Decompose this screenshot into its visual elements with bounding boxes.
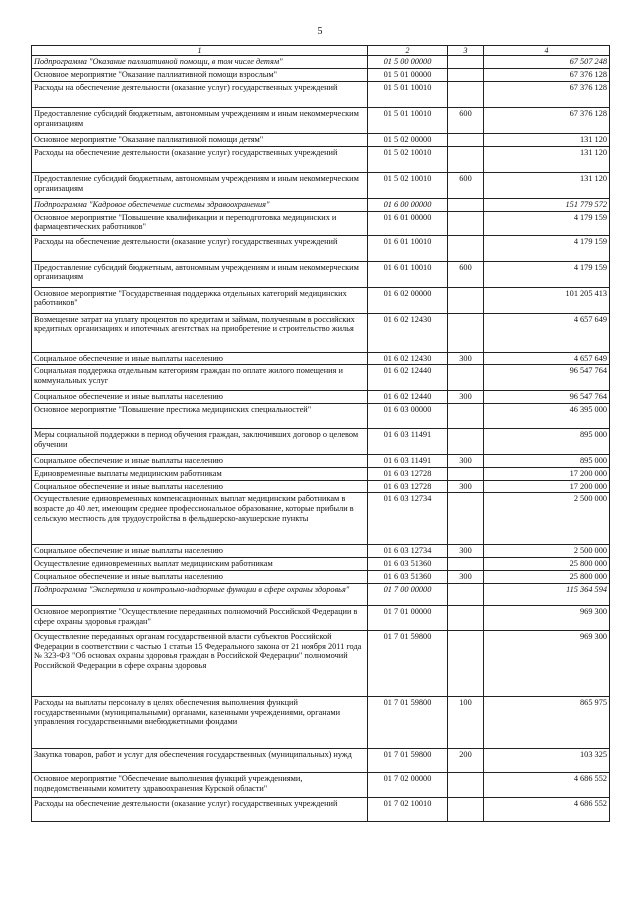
row-name-cell: Предоставление субсидий бюджетным, автономным учреждениям и иным некоммерческим организациям	[32, 172, 368, 198]
row-amount-cell: 865 975	[484, 696, 610, 748]
row-amount-cell: 17 200 000	[484, 467, 610, 480]
table-row	[32, 172, 610, 198]
row-code-cell: 01 5 02 10010	[368, 172, 448, 198]
row-name-cell: Социальное обеспечение и иные выплаты населению	[32, 545, 368, 558]
row-name-cell: Социальное обеспечение и иные выплаты населению	[32, 352, 368, 365]
row-amount-cell: 131 120	[484, 172, 610, 198]
table-row	[32, 630, 610, 696]
row-name-cell: Основное мероприятие "Оказание паллиативной помощи детям"	[32, 134, 368, 147]
row-code-cell: 01 6 03 12728	[368, 467, 448, 480]
row-expense-type-cell: 300	[448, 480, 484, 493]
row-expense-type-cell: 300	[448, 352, 484, 365]
row-name-cell: Социальная поддержка отдельным категориям граждан по оплате жилого помещения и коммунальных услуг	[32, 365, 368, 391]
table-row	[32, 748, 610, 772]
row-expense-type-cell	[448, 134, 484, 147]
row-expense-type-cell: 300	[448, 545, 484, 558]
table-body	[32, 56, 610, 821]
row-code-cell: 01 6 03 12734	[368, 545, 448, 558]
row-code-cell: 01 6 01 10010	[368, 261, 448, 287]
row-expense-type-cell	[448, 605, 484, 630]
row-name-cell: Подпрограмма "Оказание паллиативной помощи, в том числе детям"	[32, 56, 368, 69]
table-row	[32, 134, 610, 147]
row-code-cell: 01 7 01 59800	[368, 696, 448, 748]
row-amount-cell: 67 507 248	[484, 56, 610, 69]
row-amount-cell: 4 686 552	[484, 772, 610, 797]
row-amount-cell: 131 120	[484, 146, 610, 172]
row-name-cell: Расходы на обеспечение деятельности (оказание услуг) государственных учреждений	[32, 146, 368, 172]
row-expense-type-cell: 600	[448, 172, 484, 198]
row-expense-type-cell	[448, 365, 484, 391]
row-name-cell: Осуществление единовременных компенсационных выплат медицинским работникам в возрасте до 40 лет, имеющим среднее профессиональное образование, которые прибыли в сельскую местность для трудоустройства в фельдшерско-акушерские пункты	[32, 493, 368, 545]
table-row	[32, 583, 610, 605]
table-row	[32, 391, 610, 404]
row-code-cell: 01 7 01 00000	[368, 605, 448, 630]
table-row	[32, 146, 610, 172]
row-expense-type-cell	[448, 467, 484, 480]
row-name-cell: Расходы на обеспечение деятельности (оказание услуг) государственных учреждений	[32, 82, 368, 108]
row-amount-cell: 103 325	[484, 748, 610, 772]
row-code-cell: 01 6 02 12440	[368, 365, 448, 391]
row-amount-cell: 4 179 159	[484, 211, 610, 235]
row-code-cell: 01 6 03 51360	[368, 571, 448, 584]
row-code-cell: 01 5 02 00000	[368, 134, 448, 147]
row-code-cell: 01 6 02 12440	[368, 391, 448, 404]
table-row	[32, 261, 610, 287]
row-amount-cell: 895 000	[484, 455, 610, 468]
row-amount-cell: 67 376 128	[484, 82, 610, 108]
table-row	[32, 82, 610, 108]
column-header-1: 1	[32, 46, 368, 56]
row-amount-cell: 67 376 128	[484, 108, 610, 134]
row-expense-type-cell: 600	[448, 261, 484, 287]
row-name-cell: Расходы на выплаты персоналу в целях обеспечения выполнения функций государственными (муниципальными) органами, казенными учреждениями, органами управления государственными внебюджетными фондами	[32, 696, 368, 748]
row-amount-cell: 969 300	[484, 605, 610, 630]
row-name-cell: Осуществление единовременных выплат медицинским работникам	[32, 558, 368, 571]
row-amount-cell: 25 800 000	[484, 571, 610, 584]
row-amount-cell: 4 179 159	[484, 235, 610, 261]
row-code-cell: 01 6 02 12430	[368, 313, 448, 352]
row-expense-type-cell: 300	[448, 455, 484, 468]
row-expense-type-cell	[448, 146, 484, 172]
table-row	[32, 467, 610, 480]
row-name-cell: Основное мероприятие "Повышение престижа медицинских специальностей"	[32, 404, 368, 429]
row-expense-type-cell	[448, 198, 484, 211]
row-code-cell: 01 6 03 12734	[368, 493, 448, 545]
row-amount-cell: 969 300	[484, 630, 610, 696]
row-code-cell: 01 6 03 51360	[368, 558, 448, 571]
table-row	[32, 211, 610, 235]
row-expense-type-cell	[448, 56, 484, 69]
row-code-cell: 01 7 02 10010	[368, 797, 448, 821]
row-amount-cell: 101 205 413	[484, 287, 610, 313]
table-row	[32, 313, 610, 352]
table-row	[32, 480, 610, 493]
row-expense-type-cell: 300	[448, 571, 484, 584]
row-expense-type-cell: 100	[448, 696, 484, 748]
row-code-cell: 01 5 01 10010	[368, 108, 448, 134]
row-code-cell: 01 6 00 00000	[368, 198, 448, 211]
table-row	[32, 287, 610, 313]
table-row	[32, 696, 610, 748]
row-code-cell: 01 7 02 00000	[368, 772, 448, 797]
table-row	[32, 571, 610, 584]
row-name-cell: Основное мероприятие "Обеспечение выполнения функций учреждениями, подведомственными комитету здравоохранения Курской области"	[32, 772, 368, 797]
row-name-cell: Единовременные выплаты медицинским работникам	[32, 467, 368, 480]
table-row	[32, 429, 610, 455]
row-amount-cell: 96 547 764	[484, 391, 610, 404]
row-expense-type-cell	[448, 493, 484, 545]
row-name-cell: Закупка товаров, работ и услуг для обеспечения государственных (муниципальных) нужд	[32, 748, 368, 772]
row-expense-type-cell: 200	[448, 748, 484, 772]
row-amount-cell: 46 395 000	[484, 404, 610, 429]
row-name-cell: Социальное обеспечение и иные выплаты населению	[32, 480, 368, 493]
row-expense-type-cell	[448, 797, 484, 821]
row-code-cell: 01 5 01 00000	[368, 69, 448, 82]
page-number: 5	[317, 26, 323, 37]
table-row	[32, 108, 610, 134]
row-amount-cell: 115 364 594	[484, 583, 610, 605]
table-row	[32, 365, 610, 391]
row-expense-type-cell: 600	[448, 108, 484, 134]
column-header-4: 4	[484, 46, 610, 56]
column-header-3: 3	[448, 46, 484, 56]
row-code-cell: 01 6 03 00000	[368, 404, 448, 429]
row-amount-cell: 131 120	[484, 134, 610, 147]
row-name-cell: Подпрограмма "Кадровое обеспечение системы здравоохранения"	[32, 198, 368, 211]
table-row	[32, 455, 610, 468]
row-code-cell: 01 7 00 00000	[368, 583, 448, 605]
row-name-cell: Предоставление субсидий бюджетным, автономным учреждениям и иным некоммерческим организациям	[32, 261, 368, 287]
row-expense-type-cell	[448, 558, 484, 571]
row-code-cell: 01 5 00 00000	[368, 56, 448, 69]
row-name-cell: Предоставление субсидий бюджетным, автономным учреждениям и иным некоммерческим организациям	[32, 108, 368, 134]
row-expense-type-cell	[448, 82, 484, 108]
row-code-cell: 01 6 02 12430	[368, 352, 448, 365]
row-expense-type-cell	[448, 429, 484, 455]
row-code-cell: 01 6 02 00000	[368, 287, 448, 313]
row-amount-cell: 4 686 552	[484, 797, 610, 821]
row-code-cell: 01 7 01 59800	[368, 748, 448, 772]
row-expense-type-cell: 300	[448, 391, 484, 404]
row-name-cell: Осуществление переданных органам государственной власти субъектов Российской Федерации в соответствии с частью 1 статьи 15 Федерального закона от 21 ноября 2011 года № 323-ФЗ "Об основах охраны здоровья граждан в Российской Федерации" полномочий Российской Федерации в сфере охраны здоровья	[32, 630, 368, 696]
row-name-cell: Расходы на обеспечение деятельности (оказание услуг) государственных учреждений	[32, 235, 368, 261]
table-row	[32, 605, 610, 630]
table-row	[32, 198, 610, 211]
row-expense-type-cell	[448, 313, 484, 352]
row-amount-cell: 96 547 764	[484, 365, 610, 391]
table-row	[32, 797, 610, 821]
row-code-cell: 01 6 03 11491	[368, 455, 448, 468]
row-code-cell: 01 5 02 10010	[368, 146, 448, 172]
row-code-cell: 01 6 03 11491	[368, 429, 448, 455]
row-amount-cell: 4 657 649	[484, 313, 610, 352]
table-row	[32, 56, 610, 69]
row-name-cell: Основное мероприятие "Оказание паллиативной помощи взрослым"	[32, 69, 368, 82]
table-row	[32, 493, 610, 545]
row-name-cell: Меры социальной поддержки в период обучения граждан, заключивших договор о целевом обучении	[32, 429, 368, 455]
row-name-cell: Основное мероприятие "Осуществление переданных полномочий Российской Федерации в сфере охраны здоровья граждан"	[32, 605, 368, 630]
row-name-cell: Подпрограмма "Экспертиза и контрольно-надзорные функции в сфере охраны здоровья"	[32, 583, 368, 605]
table-row	[32, 772, 610, 797]
table-row	[32, 235, 610, 261]
row-name-cell: Основное мероприятие "Государственная поддержка отдельных категорий медицинских работников"	[32, 287, 368, 313]
row-name-cell: Расходы на обеспечение деятельности (оказание услуг) государственных учреждений	[32, 797, 368, 821]
row-expense-type-cell	[448, 287, 484, 313]
row-amount-cell: 17 200 000	[484, 480, 610, 493]
row-code-cell: 01 6 01 00000	[368, 211, 448, 235]
table-row	[32, 69, 610, 82]
row-expense-type-cell	[448, 583, 484, 605]
row-amount-cell: 25 800 000	[484, 558, 610, 571]
row-expense-type-cell	[448, 404, 484, 429]
budget-table	[31, 45, 610, 822]
row-code-cell: 01 6 01 10010	[368, 235, 448, 261]
row-expense-type-cell	[448, 772, 484, 797]
row-amount-cell: 151 779 572	[484, 198, 610, 211]
row-amount-cell: 2 500 000	[484, 545, 610, 558]
row-amount-cell: 67 376 128	[484, 69, 610, 82]
row-expense-type-cell	[448, 69, 484, 82]
row-name-cell: Возмещение затрат на уплату процентов по кредитам и займам, полученным в российских кредитных организациях и ипотечных агентствах на приобретение и строительство жилья	[32, 313, 368, 352]
table-row	[32, 545, 610, 558]
row-amount-cell: 4 657 649	[484, 352, 610, 365]
row-name-cell: Социальное обеспечение и иные выплаты населению	[32, 455, 368, 468]
row-code-cell: 01 6 03 12728	[368, 480, 448, 493]
row-name-cell: Основное мероприятие "Повышение квалификации и переподготовка медицинских и фармацевтических работников"	[32, 211, 368, 235]
row-amount-cell: 4 179 159	[484, 261, 610, 287]
row-code-cell: 01 7 01 59800	[368, 630, 448, 696]
row-expense-type-cell	[448, 630, 484, 696]
table-row	[32, 558, 610, 571]
row-amount-cell: 2 500 000	[484, 493, 610, 545]
row-name-cell: Социальное обеспечение и иные выплаты населению	[32, 571, 368, 584]
row-name-cell: Социальное обеспечение и иные выплаты населению	[32, 391, 368, 404]
row-amount-cell: 895 000	[484, 429, 610, 455]
row-expense-type-cell	[448, 235, 484, 261]
table-row	[32, 404, 610, 429]
row-code-cell: 01 5 01 10010	[368, 82, 448, 108]
column-header-2: 2	[368, 46, 448, 56]
table-header	[32, 46, 610, 56]
row-expense-type-cell	[448, 211, 484, 235]
table-row	[32, 352, 610, 365]
